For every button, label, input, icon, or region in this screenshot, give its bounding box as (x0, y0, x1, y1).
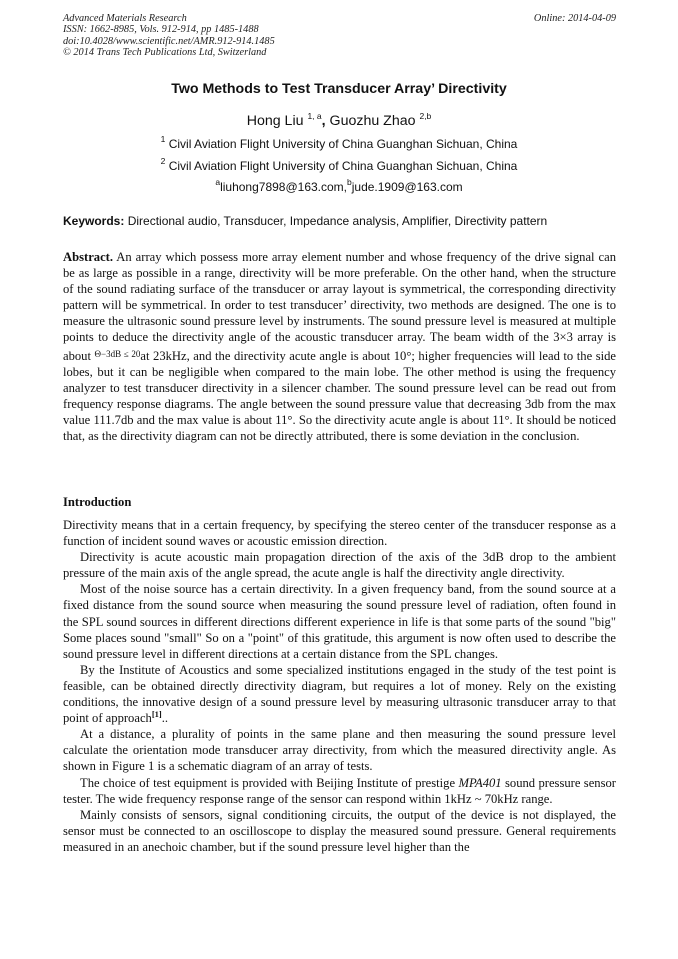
author-2: Guozhu Zhao (325, 113, 416, 129)
introduction-heading: Introduction (63, 495, 132, 509)
abstract-label: Abstract. (63, 250, 114, 264)
journal-header (63, 13, 616, 58)
intro-paragraph-6-text-a: The choice of test equipment is provided with Beijing Institute of prestige (80, 775, 459, 790)
affiliation-2 (0, 156, 678, 173)
abstract-text-2: at 23kHz, and the directivity acute angle is about 10°; higher frequencies will lead to the side lobes, but it can be negligible when compared to the main lobe. The other method is using the frequency analyzer to test transducer directivity in a silencer chamber. The sound pressure level can be read out from frequency response diagrams. The angle between the sound pressure value that decreasing 3db from the max value 111.7db and the max value is about 11°. So the directivity acute angle is about 11°. It should be noticed that, as the directivity diagram can not be directly attributed, there is some deviation in the conclusion. (63, 348, 616, 444)
intro-paragraph-4 (63, 662, 616, 726)
copyright-line: © 2014 Trans Tech Publications Ltd, Switzerland (63, 46, 267, 58)
intro-paragraph-6-text-b: sound pressure sensor tester. The wide frequency response range of the sensor can respond within 1kHz ~ 70kHz range. (63, 775, 616, 806)
intro-paragraph-5: At a distance, a plurality of points in the same plane and then measuring the sound pressure level calculate the orientation mode transducer array directivity, from which the measured directivity angle. As shown in Figure 1 is a schematic diagram of an array of tests. (63, 727, 616, 774)
intro-paragraph-1: Directivity means that in a certain frequency, by specifying the stereo center of the transducer response as a function of incident sound waves or acoustic emission direction. (63, 518, 616, 549)
affiliation-1 (0, 134, 678, 151)
keywords-text: Directional audio, Transducer, Impedance analysis, Amplifier, Directivity pattern (124, 214, 548, 228)
keywords-label: Keywords: (63, 214, 125, 228)
device-model: MPA401 (458, 775, 502, 790)
keywords (63, 214, 616, 228)
issn-line: ISSN: 1662-8985, Vols. 912-914, pp 1485-1488 (63, 24, 259, 36)
abstract-text-1: An array which possess more array element number and whose frequency of the drive signal can be as large as possible in a range, directivity will be more preferable. On the other hand, when the structure of the sound radiating surface of the transducer or array layout is symmetrical, the corresponding directivity pattern will be symmetrical. In order to test transducer’ directivity, two methods are designed. The one is to measure the ultrasonic sound pressure level by instruments. The sound pressure level is measured at multiple points to deduce the directivity angle of the acoustic transducer array. The beam width of the 3×3 array is about (63, 250, 616, 363)
doi-line: doi:10.4028/www.scientific.net/AMR.912-914.1485 (63, 35, 275, 47)
email-b[interactable]: jude.1909@163.com (351, 180, 463, 194)
author-1-affiliation: 1, a (307, 111, 322, 121)
intro-paragraph-2: Directivity is acute acoustic main propagation direction of the axis of the 3dB drop to the ambient pressure of the main axis of the angle spread, the acute angle is half the directivity angle directivity. (63, 550, 616, 581)
email-b-marker: b (347, 177, 352, 187)
intro-paragraph-4-text: By the Institute of Acoustics and some specialized institutions engaged in the study of the test point is feasible, can be obtained directly directivity diagram, but requires a lot of money. Rely on the existing conditions, the innovative design of a sound pressure level by measuring ultrasonic transducer array to that point of approach (63, 662, 616, 726)
online-date: Online: 2014-04-09 (533, 13, 616, 24)
paper-title: Two Methods to Test Transducer Array’ Directivity (171, 81, 507, 97)
journal-name: Advanced Materials Research (63, 13, 187, 24)
abstract (63, 249, 616, 444)
intro-paragraph-3: Most of the noise source has a certain directivity. In a given frequency band, from the sound source at a fixed distance from the sound source when measuring the sound pressure level of radiation, often found in the SPL sound sources in different directions different experience in life is that some parts of the sound "big" Some places sound "small" So on a "point" of this gratitude, this argument is now often used to describe the sound pressure level in different directions at a certain distance from the SPL changes. (63, 582, 616, 661)
author-2-affiliation: 2,b (419, 111, 432, 121)
citation-1[interactable]: [1] (151, 709, 162, 720)
affiliation-2-number: 2 (160, 156, 166, 166)
email-a[interactable]: liuhong7898@163.com, (220, 180, 347, 194)
affiliation-1-text: Civil Aviation Flight University of China Guanghan Sichuan, China (165, 137, 518, 151)
affiliation-2-text: Civil Aviation Flight University of China Guanghan Sichuan, China (165, 159, 518, 173)
intro-paragraph-7: Mainly consists of sensors, signal conditioning circuits, the output of the device is not displayed, the sensor must be connected to an oscilloscope to display the measured sound pressure. General requirements measured in an anechoic chamber, but if the sound pressure level higher than the (63, 807, 616, 854)
author-separator: , (321, 113, 326, 129)
beam-width-formula: Θ−3dB ≤ 20 (94, 348, 141, 359)
author-1: Hong Liu (246, 113, 304, 129)
introduction-body (63, 517, 616, 855)
affiliation-1-number: 1 (160, 134, 166, 144)
intro-paragraph-4-end: .. (161, 711, 169, 726)
author-line (0, 113, 678, 129)
email-a-marker: a (215, 177, 221, 187)
email-line (0, 177, 678, 194)
intro-paragraph-6 (63, 775, 616, 807)
